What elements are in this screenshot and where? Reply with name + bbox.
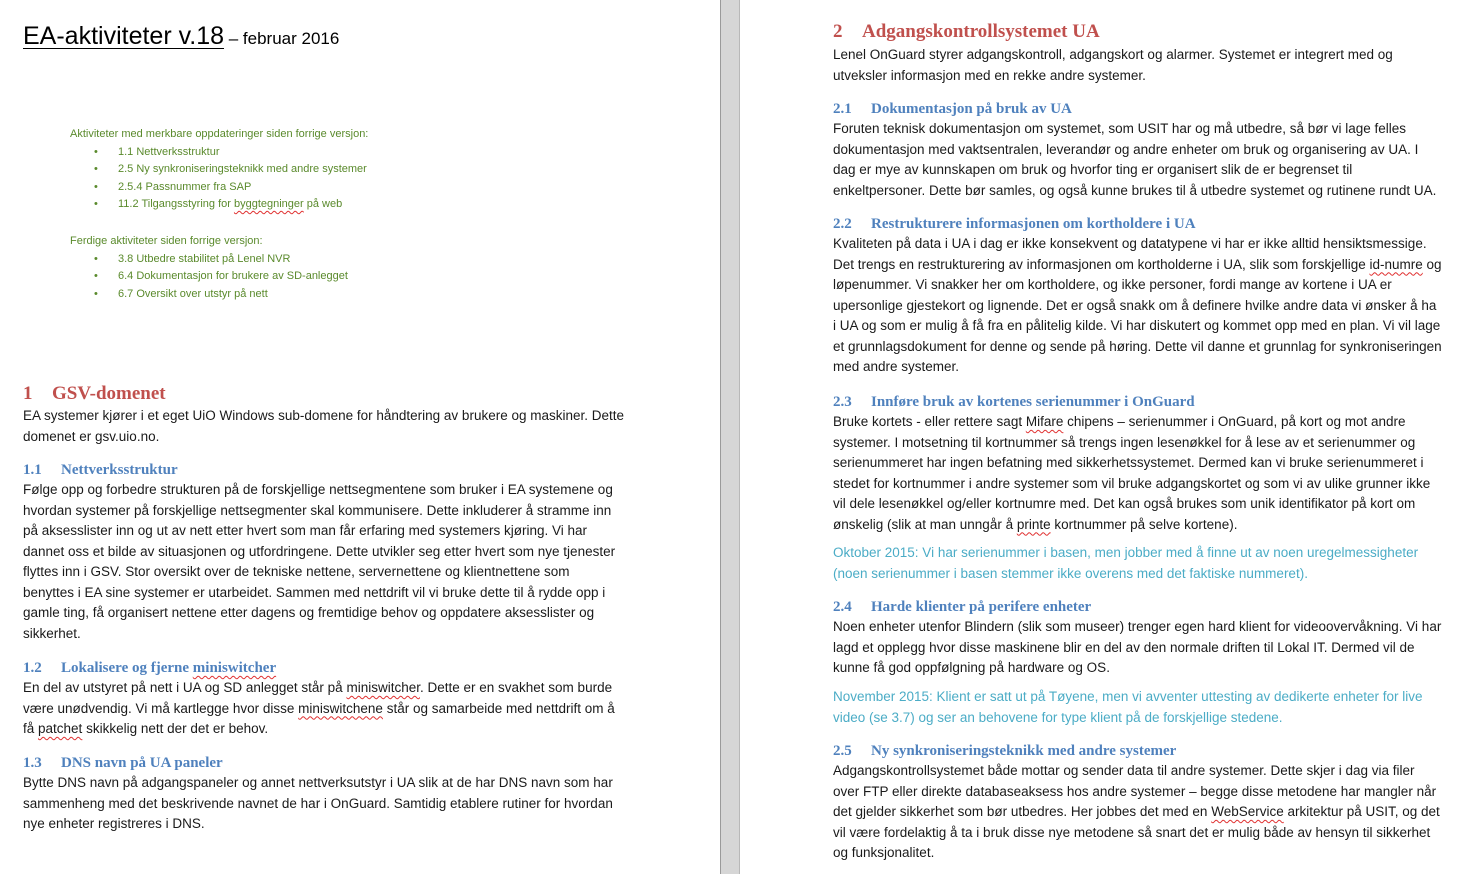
heading-2-harde-klienter: 2.4 Harde klienter på perifere enheter [833,599,1092,615]
spelling-error[interactable]: id-numre [1369,256,1423,272]
finished-activities-list [70,233,348,303]
paragraph-synkronisering: Adgangskontrollsystemet både mottar og sender data til andre systemer. Dette skjer i dag via filer over FTP eller direkte databaseaksess hos andre systemer – begge disse metodene har mangler når det gjelder sikkerhet som bør utbedres. Her jobbes det med en WebService arkitektur på USIT, og det vil være fordelaktig å ta i bruk disse nye metodene så snart det er mulig både av hensyn til sikkerhet og funksjonalitet. [833,763,1440,860]
paragraph-restrukturere: Kvaliteten på data i UA i dag er ikke konsekvent og datatypene vi har er ikke alltid hensiktsmessige. Det trengs en restrukturering av informasjonen om kortholderne i UA, slik som forskjellige id-numre og løpenummer. Vi snakker her om kortholdere, og ikke personer, fordi mange av kortene i UA er upersonlige gjestekort og lignende. Det er også snakk om å definere hvilke andre data vi ønsker å ha i UA og som er mulig å få fra en pålitelig kilde. Vi har diskutert og kommet opp med en plan. Vi vil lage et grunnlagsdokument for denne og sende på høring. Dette vil danne et grunnlag for synkroniseringen med andre systemer. [833,236,1442,374]
paragraph-dns-navn: Bytte DNS navn på adgangspaneler og annet nettverksutstyr i UA slik at de har DNS navn som har sammenheng med det beskrivende navnet de har i OnGuard. Samtidig etablere rutiner for hvordan nye enheter registreres i DNS. [23,775,613,831]
heading-2-synkronisering: 2.5 Ny synkroniseringsteknikk med andre systemer [833,743,1177,759]
list-item: • 11.2 Tilgangsstyring for byggtegninger på web [70,196,368,214]
list-item: • 6.4 Dokumentasjon for brukere av SD-anlegget [70,268,348,286]
list-item: • 6.7 Oversikt over utstyr på nett [70,286,348,304]
paragraph-dokumentasjon: Foruten teknisk dokumentasjon om systemet, som USIT har og må utbedre, så bør vi lage felles dokumentasjon med vaktsentralen, leverandør og andre enheter om bruk og organisering av UA. I dag er mye av kunnskapen om bruk og hvorfor ting er organisert slik de er begrenset til enkeltpersoner. Dette bør samles, og også kunne brukes til å utbedre systemet og rutinene rundt UA. [833,121,1437,198]
document-page-right [740,0,1472,874]
list-item: • 3.8 Utbedre stabilitet på Lenel NVR [70,251,348,269]
page-gutter [720,0,740,874]
paragraph-serienummer: Bruke kortets - eller rettere sagt Mifare chipens – serienummer i OnGuard, på kort og mot andre systemer. I motsetning til kortnummer så trengs ingen lesenøkkel for å lese av et serienummer og serienummeret har ingen befatning med sikkerhetssystemet. Dermed kan vi bruke serienummeret i stedet for kortnummer i andre systemer som vil bruke adgangskortet og som vi av ulike grunner ikke vil dele lesenøkkel og/eller kortnumre med. Det kan også brukes som unik identifikator på kort om ønskelig (slik at man unngår å printe kortnummer på selve kortene). [833,414,1431,532]
heading-2-serienummer: 2.3 Innføre bruk av kortenes serienummer i OnGuard [833,394,1195,410]
paragraph-nettverksstruktur: Følge opp og forbedre strukturen på de forskjellige nettsegmentene som bruker i EA systemene og hvordan systemer på forskjellige nettsegmenter skal kommunisere. Dette inkluderer å stramme inn på aksesslister inn og ut av nett etter hvert som man får erfaring med systemers kjøring. Vi har dannet oss et bilde av situasjonen og utfordringene. Dette utvikler seg etter hvert som nye tjenester flyttes inn i GSV. Stor oversikt over de tekniske nettene, servernettene og klientnettene som benyttes i EA sine systemer er utarbeidet. Sammen med nettdrift vil vi bruke dette til å rydde opp i gamle ting, få organisert nettene etter dagens og fremtidige behov og oppdatere aksesslister og sikkerhet. [23,482,616,641]
heading-2-dns-navn: 1.3 DNS navn på UA paneler [23,755,223,771]
heading-2-restrukturere: 2.2 Restrukturere informasjonen om kortholdere i UA [833,216,1196,232]
spelling-error[interactable]: WebService [1211,804,1284,819]
finished-activities-heading: Ferdige aktiviteter siden forrige versjon: [70,235,263,247]
paragraph-harde-klienter: Noen enheter utenfor Blindern (slik som museer) trenger egen hard klient for videoovervåkning. Vi har lagd et opplegg hvor disse maskinene blir en del av den normale driften til Lokal IT. Dermed vil de kunne få god oppfølgning på hardware og OS. [833,619,1442,675]
spelling-error[interactable]: patchet [38,721,83,736]
title-sub: – februar 2016 [224,29,340,48]
heading-2-miniswitcher: 1.2 Lokalisere og fjerne miniswitcher [23,660,277,676]
spelling-error[interactable]: byggtegninger [233,198,304,210]
heading-1-adgangskontroll: 2 Adgangskontrollsystemet UA [833,21,1100,42]
paragraph-gsv-domenet: EA systemer kjører i et eget UiO Windows sub-domene for håndtering av brukere og maskiner. Dette domenet er gsv.uio.no. [23,408,625,444]
heading-2-nettverksstruktur: 1.1 Nettverksstruktur [23,462,178,478]
status-note-oktober: Oktober 2015: Vi har serienummer i basen, men jobber med å finne ut av noen uregelmessigheter (noen serienummer i basen stemmer ikke overens med det faktiske nummeret). [833,545,1419,581]
status-note-november: November 2015: Klient er satt ut på Tøyene, men vi avventer uttesting av dedikerte enheter for live video (se 3.7) og ser an behovene for type klient på de forskjellige stedene. [833,689,1423,725]
paragraph-adgangskontroll: Lenel OnGuard styrer adgangskontroll, adgangskort og alarmer. Systemet er integrert med og utveksler informasjon med en rekke andre systemer. [833,47,1393,83]
title-main: EA-aktiviteter v.18 [23,22,225,50]
updated-activities-heading: Aktiviteter med merkbare oppdateringer siden forrige versjon: [70,128,369,140]
list-item: • 1.1 Nettverksstruktur [70,144,368,162]
spelling-error[interactable]: miniswitcher [346,680,420,695]
document-page-left [0,0,720,874]
spelling-error[interactable]: printe [1016,516,1051,532]
paragraph-miniswitcher: En del av utstyret på nett i UA og SD anlegget står på miniswitcher. Dette er en svakhet som burde være unødvendig. Vi må kartlegge hvor disse miniswitchene står og samarbeide med nettdrift om å få patchet skikkelig nett der det er behov. [23,680,615,736]
list-item: • 2.5 Ny synkroniseringsteknikk med andre systemer [70,161,368,179]
updated-activities-list [70,126,368,214]
heading-1-gsv-domenet: 1 GSV-domenet [23,383,166,404]
document-title [23,22,339,51]
heading-2-dokumentasjon: 2.1 Dokumentasjon på bruk av UA [833,101,1072,117]
spelling-error[interactable]: Mifare [1025,414,1064,429]
list-item: • 2.5.4 Passnummer fra SAP [70,179,368,197]
spelling-error[interactable]: miniswitcher [192,660,277,676]
spelling-error[interactable]: miniswitchene [298,700,383,716]
